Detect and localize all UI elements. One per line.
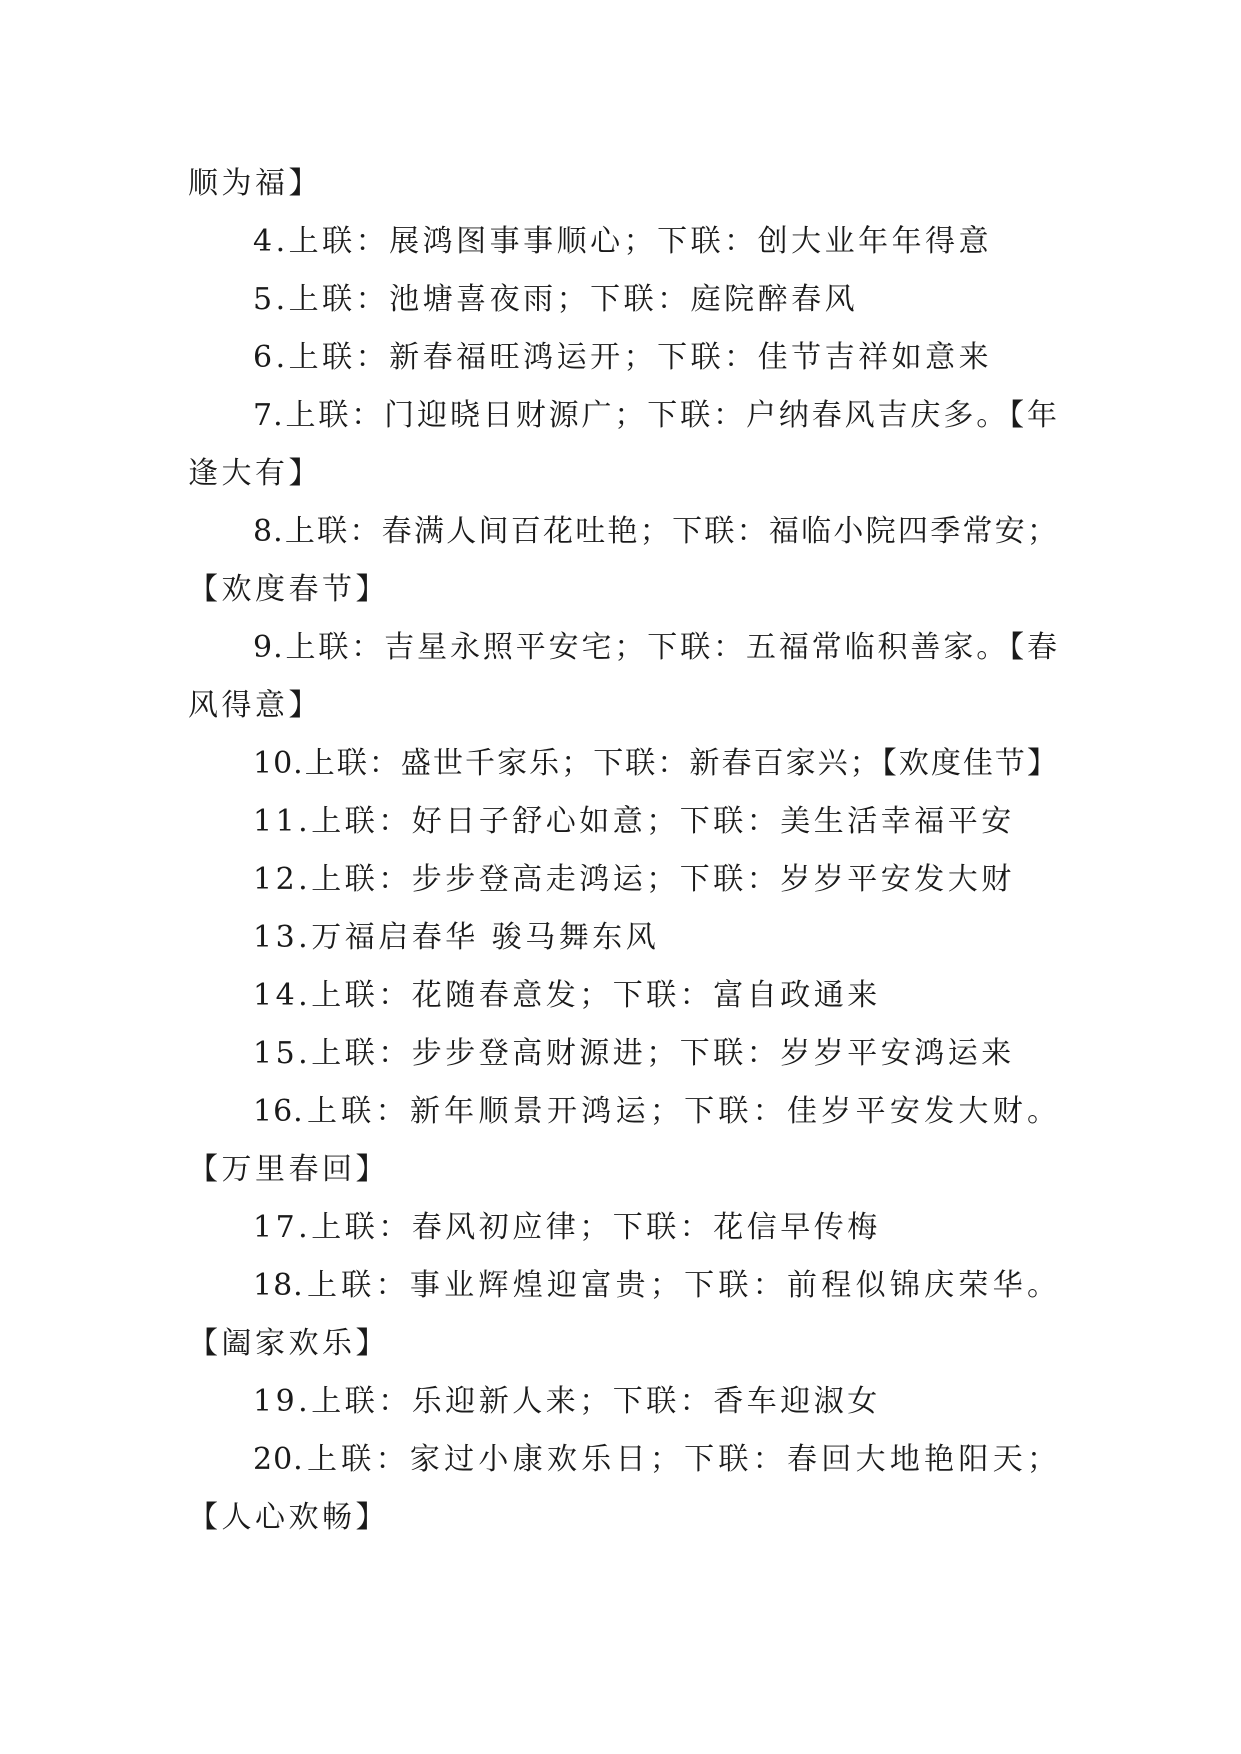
text-line: 【人心欢畅】 (188, 1500, 389, 1535)
text-line: 逢大有】 (188, 456, 322, 491)
text-line: 17.上联：春风初应律；下联：花信早传梅 (253, 1210, 881, 1245)
text-line: 8.上联：春满人间百花吐艳；下联：福临小院四季常安； (253, 514, 1058, 549)
text-line: 顺为福】 (188, 166, 322, 201)
text-line: 16.上联：新年顺景开鸿运；下联：佳岁平安发大财。 (253, 1094, 1058, 1129)
text-line: 18.上联：事业辉煌迎富贵；下联：前程似锦庆荣华。 (253, 1268, 1058, 1303)
text-line: 5.上联：池塘喜夜雨；下联：庭院醉春风 (253, 282, 859, 317)
text-line: 19.上联：乐迎新人来；下联：香车迎淑女 (253, 1384, 881, 1419)
text-line: 【阖家欢乐】 (188, 1326, 389, 1361)
text-line: 【欢度春节】 (188, 572, 389, 607)
text-line: 15.上联：步步登高财源进；下联：岁岁平安鸿运来 (253, 1036, 1015, 1071)
text-line: 9.上联：吉星永照平安宅；下联：五福常临积善家。【春 (253, 630, 1058, 665)
text-line: 4.上联：展鸿图事事顺心；下联：创大业年年得意 (253, 224, 993, 259)
text-line: 13.万福启春华 骏马舞东风 (253, 920, 660, 955)
document-body (188, 155, 1058, 1547)
text-line: 【万里春回】 (188, 1152, 389, 1187)
text-line: 11.上联：好日子舒心如意；下联：美生活幸福平安 (253, 804, 1015, 839)
text-line: 20.上联：家过小康欢乐日；下联：春回大地艳阳天； (253, 1442, 1058, 1477)
text-line: 风得意】 (188, 688, 322, 723)
text-line: 7.上联：门迎晓日财源广；下联：户纳春风吉庆多。【年 (253, 398, 1058, 433)
text-line: 6.上联：新春福旺鸿运开；下联：佳节吉祥如意来 (253, 340, 993, 375)
text-line: 12.上联：步步登高走鸿运；下联：岁岁平安发大财 (253, 862, 1015, 897)
text-line: 10.上联：盛世千家乐；下联：新春百家兴；【欢度佳节】 (253, 746, 1058, 781)
text-line: 14.上联：花随春意发；下联：富自政通来 (253, 978, 881, 1013)
